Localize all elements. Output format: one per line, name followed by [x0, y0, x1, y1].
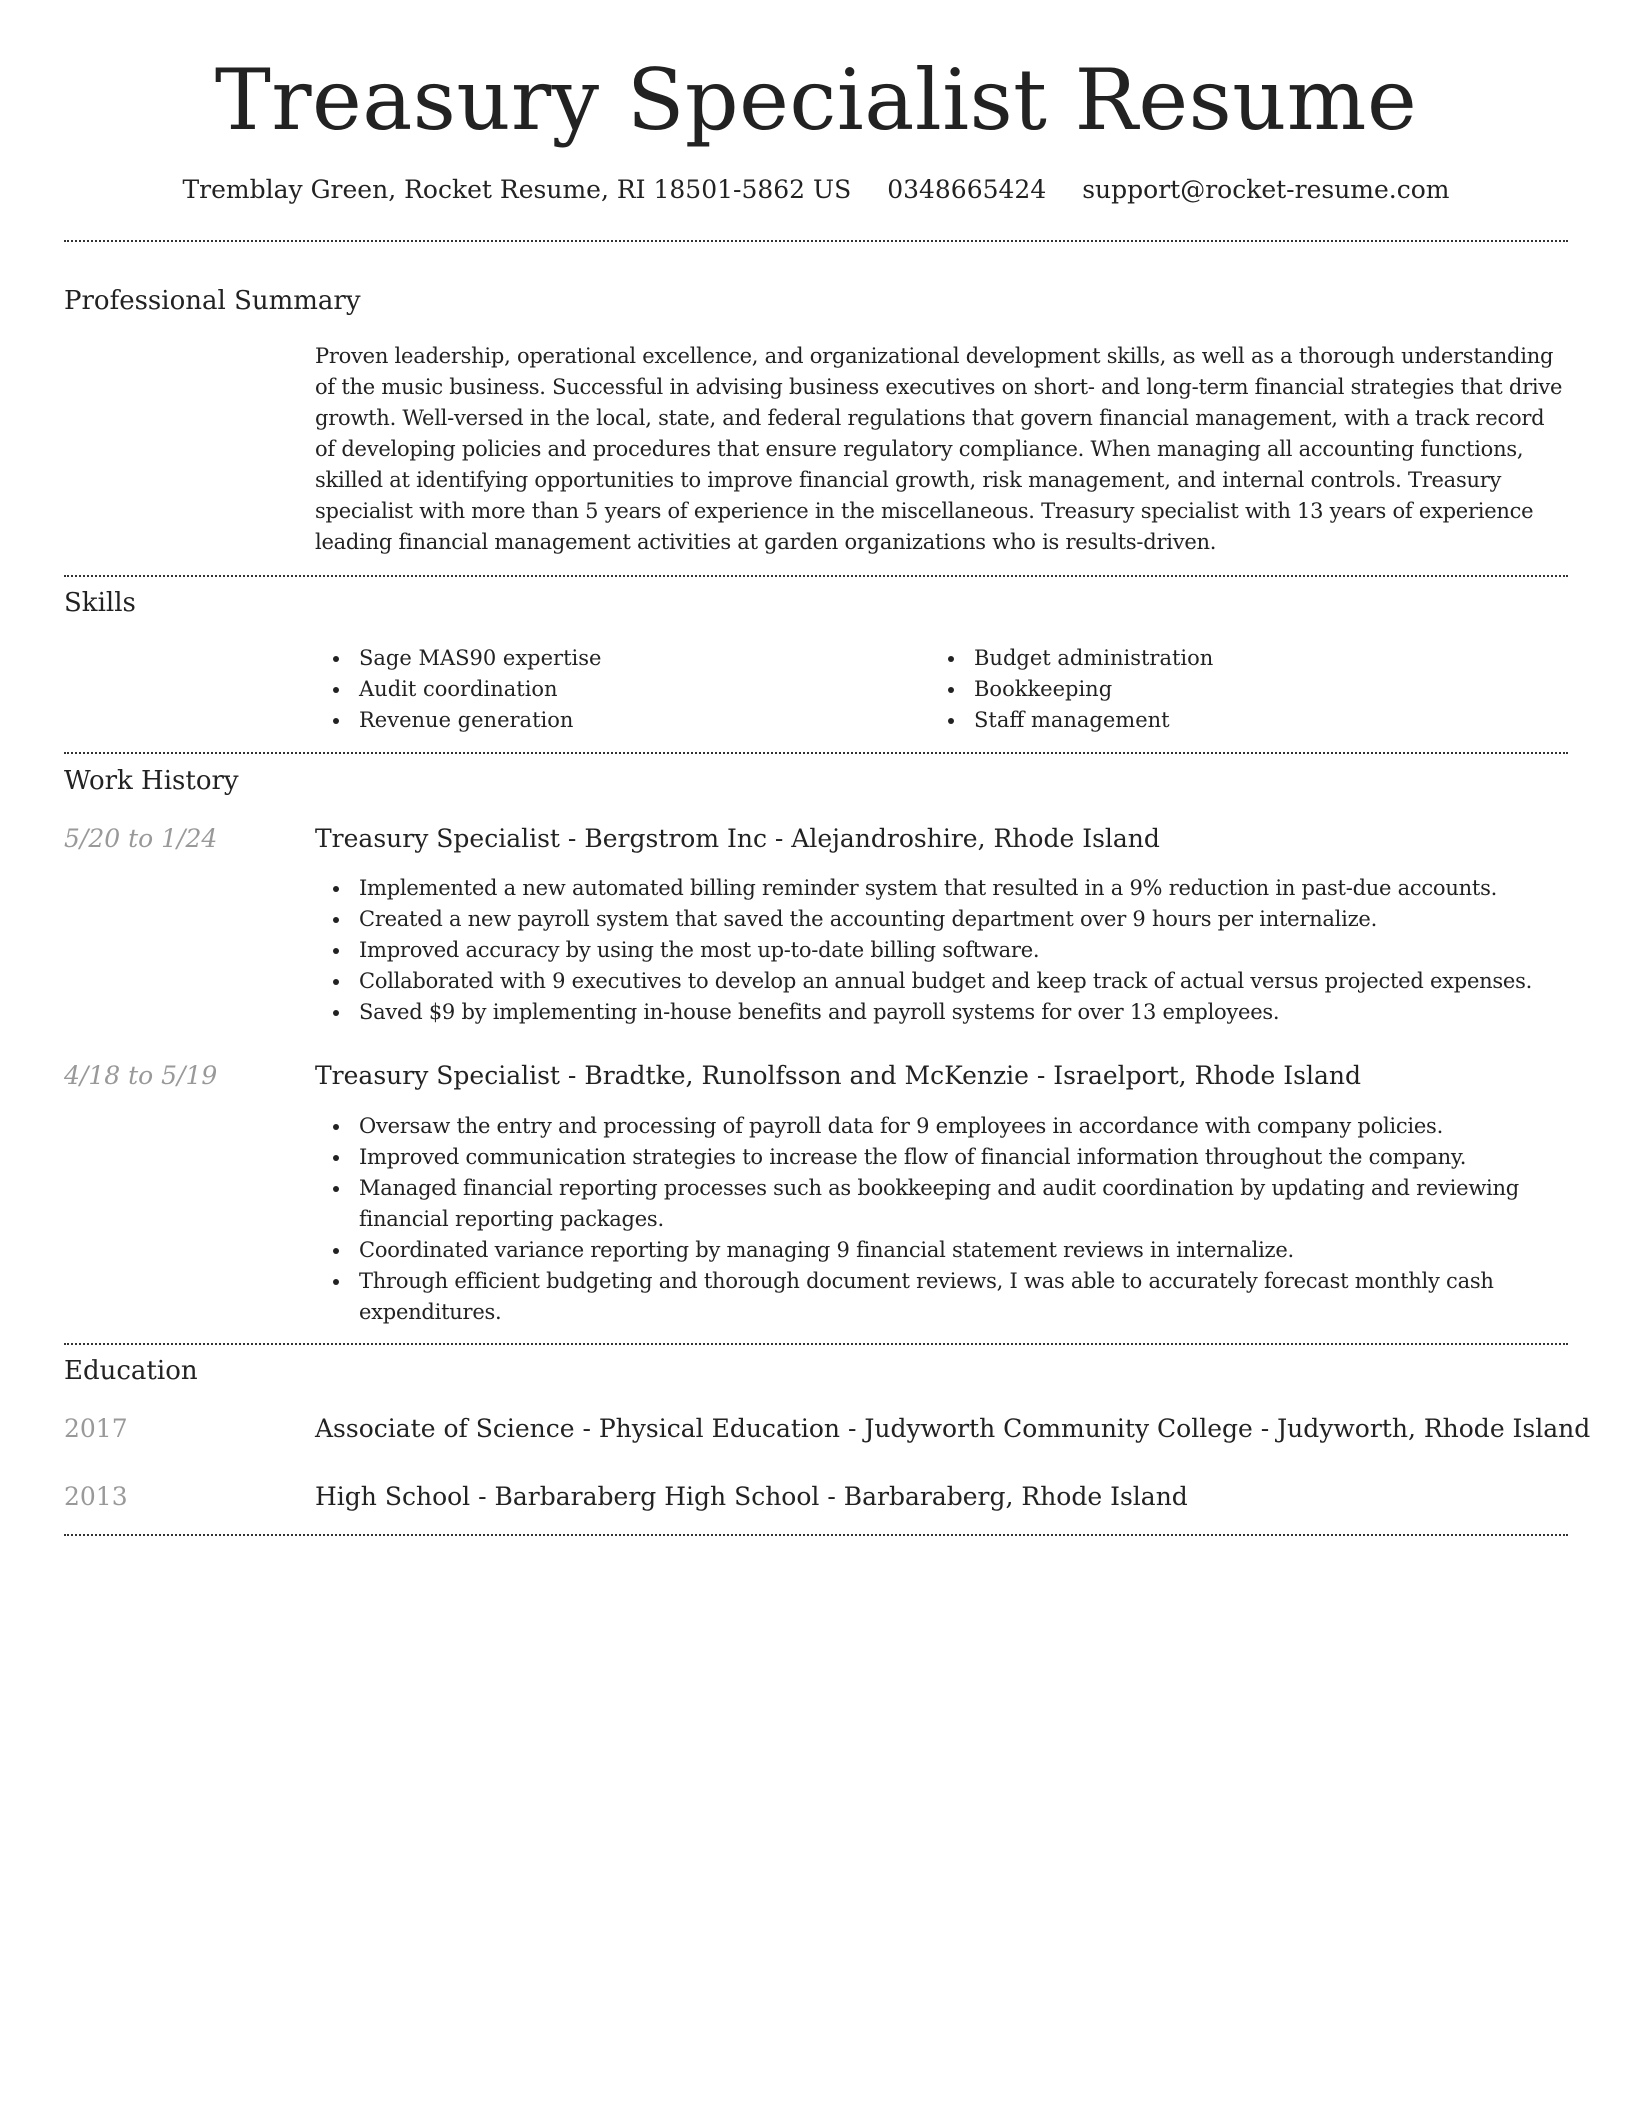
skill-item: Staff management: [930, 705, 1530, 736]
job-title: Treasury Specialist: [315, 824, 560, 853]
education-year: 2013: [64, 1482, 128, 1511]
contact-phone: 0348665424: [887, 175, 1047, 204]
job-title: Treasury Specialist: [315, 1061, 560, 1090]
job-bullet: Managed financial reporting processes such as bookkeeping and audit coordination by updating and reviewing financial reporting packages.: [315, 1173, 1568, 1235]
section-divider: [64, 1343, 1568, 1345]
job-bullet: Created a new payroll system that saved the accounting department over 9 hours per internalize.: [315, 904, 1568, 935]
job-dates: 4/18 to 5/19: [64, 1061, 218, 1090]
education-entry: [315, 1479, 1188, 1515]
skills-list-right: [930, 643, 1530, 736]
skill-item: Bookkeeping: [930, 674, 1530, 705]
job-bullets: [315, 873, 1568, 1028]
job-heading: [315, 1058, 1361, 1094]
resume-title: Treasury Specialist Resume: [214, 51, 1418, 149]
summary-heading: Professional Summary: [64, 286, 361, 316]
skill-item: Audit coordination: [315, 674, 915, 705]
skills-list-left: [315, 643, 915, 736]
skill-item: Sage MAS90 expertise: [315, 643, 915, 674]
job-bullet: Oversaw the entry and processing of payroll data for 9 employees in accordance with company policies.: [315, 1111, 1568, 1142]
job-bullet: Implemented a new automated billing reminder system that resulted in a 9% reduction in past-due accounts.: [315, 873, 1568, 904]
education-entry: [315, 1411, 1590, 1447]
section-divider: [64, 240, 1568, 242]
summary-text: Proven leadership, operational excellence, and organizational development skills, as well as a thorough understanding of the music business. Successful in advising business executives on short- and long-term financial strategies that drive growth. Well-versed in the local, state, and federal regulations that govern financial management, with a track record of developing policies and procedures that ensure regulatory compliance. When managing all accounting functions, skilled at identifying opportunities to improve financial growth, risk management, and internal controls. Treasury specialist with more than 5 years of experience in the miscellaneous. Treasury specialist with 13 years of experience leading financial management activities at garden organizations who is results-driven.: [315, 344, 1563, 554]
contact-address: Tremblay Green, Rocket Resume, RI 18501-5862 US: [182, 175, 852, 204]
section-divider: [64, 1534, 1568, 1536]
job-employer-location: - Bergstrom Inc - Alejandroshire, Rhode Island: [559, 824, 1160, 853]
education-degree: High School: [315, 1482, 471, 1511]
job-bullet: Collaborated with 9 executives to develop an annual budget and keep track of actual versus projected expenses.: [315, 966, 1568, 997]
education-degree: Associate of Science - Physical Education: [315, 1414, 841, 1443]
contact-line: [64, 170, 1568, 210]
skills-heading: Skills: [64, 588, 136, 618]
work-history-heading: Work History: [64, 766, 239, 796]
section-divider: [64, 575, 1568, 577]
job-bullet: Improved communication strategies to increase the flow of financial information throughout the company.: [315, 1142, 1568, 1173]
job-heading: [315, 821, 1160, 857]
skill-item: Budget administration: [930, 643, 1530, 674]
job-employer-location: - Bradtke, Runolfsson and McKenzie - Israelport, Rhode Island: [559, 1061, 1362, 1090]
education-school-location: - Judyworth Community College - Judyworth, Rhode Island: [840, 1414, 1591, 1443]
job-bullet: Improved accuracy by using the most up-to-date billing software.: [315, 935, 1568, 966]
job-bullets: [315, 1111, 1568, 1328]
job-dates: 5/20 to 1/24: [64, 824, 218, 853]
section-divider: [64, 752, 1568, 754]
education-year: 2017: [64, 1414, 128, 1443]
contact-email: support@rocket-resume.com: [1082, 175, 1450, 204]
education-school-location: - Barbaraberg High School - Barbaraberg, Rhode Island: [470, 1482, 1188, 1511]
education-heading: Education: [64, 1356, 198, 1386]
job-bullet: Coordinated variance reporting by managing 9 financial statement reviews in internalize.: [315, 1235, 1568, 1266]
job-bullet: Through efficient budgeting and thorough document reviews, I was able to accurately forecast monthly cash expenditures.: [315, 1266, 1568, 1328]
job-bullet: Saved $9 by implementing in-house benefits and payroll systems for over 13 employees.: [315, 997, 1568, 1028]
skill-item: Revenue generation: [315, 705, 915, 736]
